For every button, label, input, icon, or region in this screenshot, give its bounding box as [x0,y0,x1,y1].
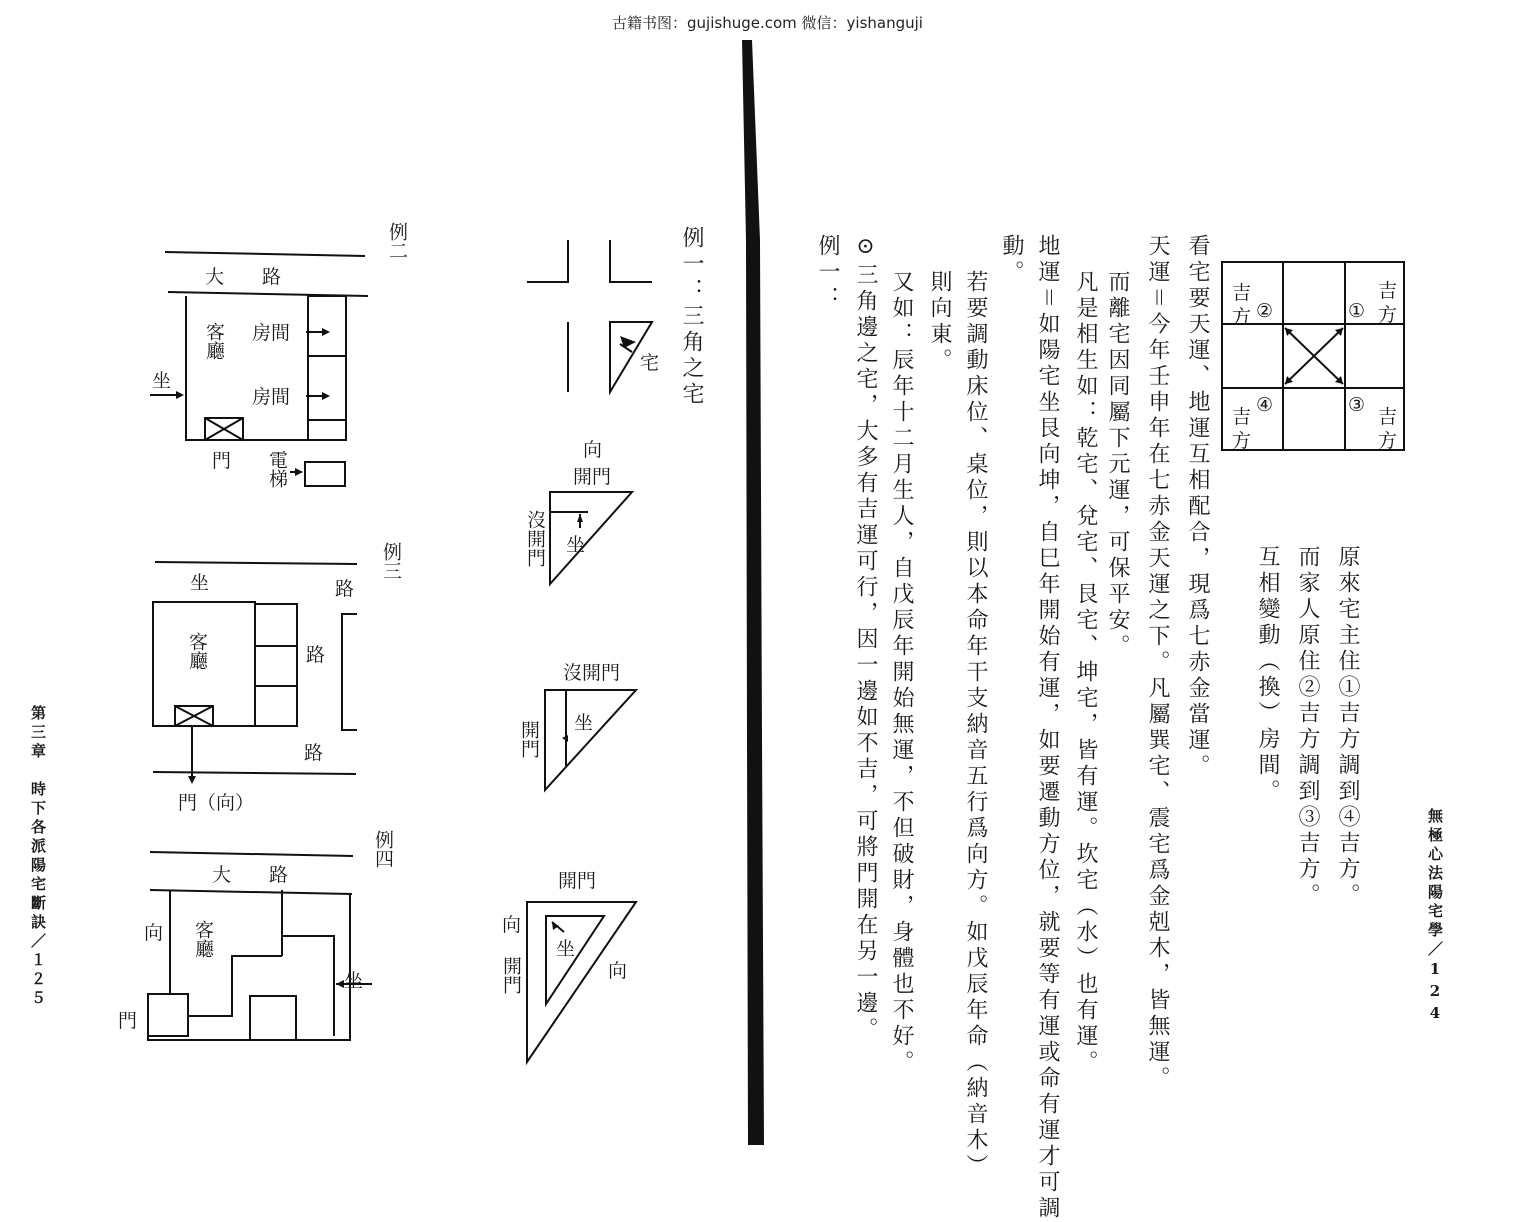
note-line-1: 原來宅主住①吉方調到④吉方。 [1335,545,1360,909]
book-spine-shadow [738,40,768,1145]
grid-circle-3: ③ [1348,394,1366,416]
ex2-road: 大 路 [205,266,282,288]
label-xiang-3: 向 [608,960,628,982]
ex2-elevator: 電梯 [266,450,288,488]
ex4-door: 門 [118,1010,138,1032]
left-page-side-title: 第三章 時下各派陽宅斷訣／１２５ [29,705,47,1009]
ex3-label: 例三 [380,542,402,580]
label-zuo-2: 坐 [574,712,594,734]
note-line-3: 互相變動（換）房間。 [1255,545,1280,805]
label-zhai: 宅 [640,352,660,374]
ex3-door: 門（向） [178,792,255,814]
grid-circle-2: ② [1256,300,1274,322]
body-line-5: 地運＝如陽宅坐艮向坤，自巳年開始有運，如要遷動方位，就要等有運或命有運才可調 [1035,234,1060,1222]
ex3-living-room: 客廳 [186,632,208,670]
ex3-road-1: 路 [335,578,355,600]
body-line-7: 若要調動床位、桌位，則以本命年干支納音五行爲向方。如戊辰年命（納音木） [963,270,988,1180]
ex3-road-2: 路 [306,644,326,666]
ex2-room-1: 房間 [252,322,291,344]
grid-ji-1: 吉 [1378,280,1398,302]
ex2-room-2: 房間 [252,386,291,408]
label-kaimen-1: 開門 [573,466,612,488]
grid-circle-1: ① [1348,300,1366,322]
note-line-2: 而家人原住②吉方調到③吉方。 [1295,545,1320,909]
grid-fang-4: 方 [1232,430,1252,452]
label-kaimen-4: 開門 [500,956,522,994]
ex4-living-room: 客廳 [192,920,214,958]
label-kaimen-3: 開門 [558,870,597,892]
ex2-label: 例二 [386,222,408,260]
ex4-zuo: 坐 [344,970,364,992]
label-meikaimen-2: 沒開門 [563,662,621,684]
body-line-9: 又如：辰年十二月生人，自戊辰年開始無運，不但破財，身體也不好。 [889,270,914,1076]
ex2-door: 門 [212,450,232,472]
ex4-xiang: 向 [144,922,164,944]
grid-ji-2: 吉 [1232,282,1252,304]
right-page-header: 無極心法陽宅學／124 [1426,808,1444,1026]
ex2-living-room: 客廳 [203,322,225,360]
body-line-1: 看宅要天運、地運互相配合，現爲七赤金當運。 [1185,234,1210,780]
label-kaimen-2: 開門 [518,720,540,758]
label-xiang-1: 向 [583,439,603,461]
grid-fang-1: 方 [1378,304,1398,326]
body-line-4: 凡是相生如：乾宅、兌宅、艮宅、坤宅，皆有運。坎宅（水）也有運。 [1073,270,1098,1076]
label-meikaimen-1: 沒開門 [524,510,546,567]
ex4-road: 大 路 [212,864,289,886]
body-line-10: ⊙三角邊之宅，大多有吉運可行，因一邊如不吉，可將門開在另一邊。 [853,234,878,1043]
label-zuo-3: 坐 [556,938,576,960]
example-heading: 例一： [815,234,840,312]
triangle-example-caption: 例一：三角之宅 [679,226,704,408]
grid-ji-4: 吉 [1232,406,1252,428]
watermark: 古籍书图：gujishuge.com 微信：yishanguji [612,14,923,32]
ex3-zuo: 坐 [190,572,210,594]
label-zuo-1: 坐 [566,534,586,556]
grid-circle-4: ④ [1256,394,1274,416]
label-xiang-2: 向 [502,914,522,936]
grid-ji-3: 吉 [1378,406,1398,428]
body-line-8: 則向東。 [927,270,952,374]
ex4-label: 例四 [372,830,394,868]
ex3-road-3: 路 [304,742,324,764]
grid-fang-3: 方 [1378,430,1398,452]
body-line-3: 而離宅因同屬下元運，可保平安。 [1105,270,1130,660]
body-line-6: 動。 [999,234,1024,286]
grid-fang-2: 方 [1232,306,1252,328]
ex2-zuo: 坐 [152,370,172,392]
body-line-2: 天運＝今年壬申年在七赤金天運之下。凡屬巽宅、震宅爲金剋木，皆無運。 [1145,234,1170,1092]
